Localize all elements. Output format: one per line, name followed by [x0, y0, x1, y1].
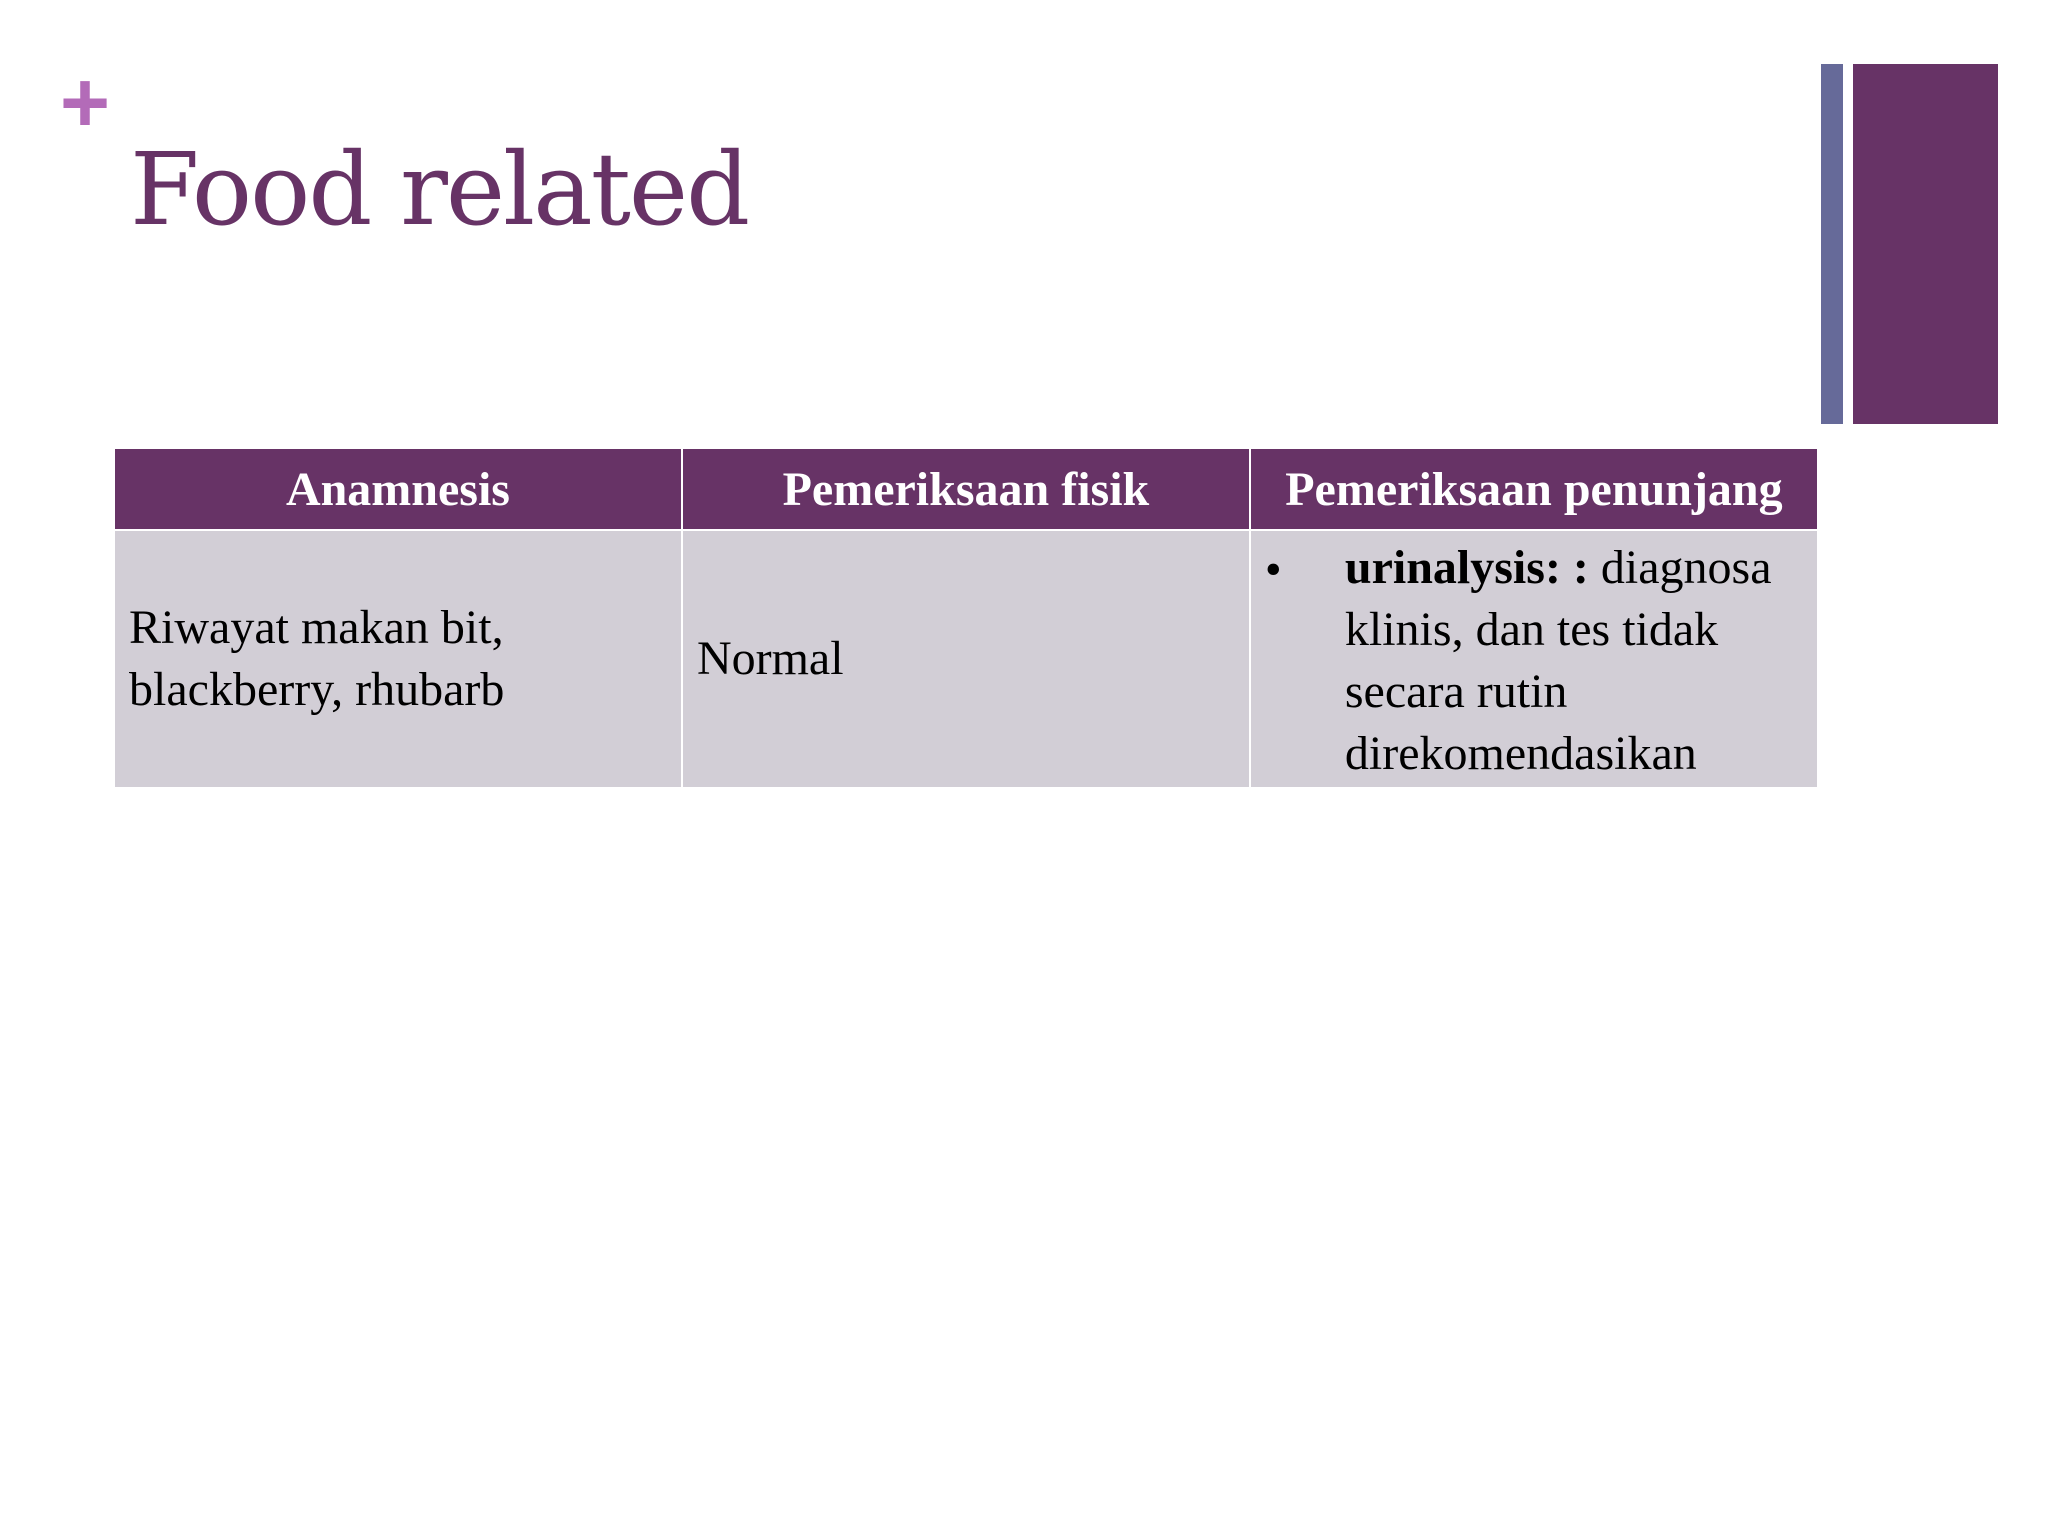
accent-bar-thin	[1821, 64, 1843, 424]
bullet-marker: •	[1264, 543, 1282, 596]
penunjang-text	[1345, 541, 1772, 780]
penunjang-bold-lead: urinalysis: :	[1344, 541, 1601, 594]
header-pemeriksaan-fisik: Pemeriksaan fisik	[682, 448, 1250, 530]
content-table	[113, 447, 1819, 789]
header-anamnesis: Anamnesis	[114, 448, 682, 530]
cell-pemeriksaan-fisik: Normal	[682, 530, 1250, 788]
table-header-row	[114, 448, 1818, 530]
cell-pemeriksaan-penunjang	[1250, 530, 1818, 788]
table-row	[114, 530, 1818, 788]
penunjang-body: diagnosa klinis, dan tes tidak secara rutin direkomendasikan	[1344, 541, 1772, 780]
header-pemeriksaan-penunjang: Pemeriksaan penunjang	[1250, 448, 1818, 530]
slide-title: Food related	[130, 131, 749, 248]
plus-decoration: +	[59, 55, 111, 151]
cell-anamnesis: Riwayat makan bit, blackberry, rhubarb	[114, 530, 682, 788]
accent-bar-wide	[1853, 64, 1998, 424]
